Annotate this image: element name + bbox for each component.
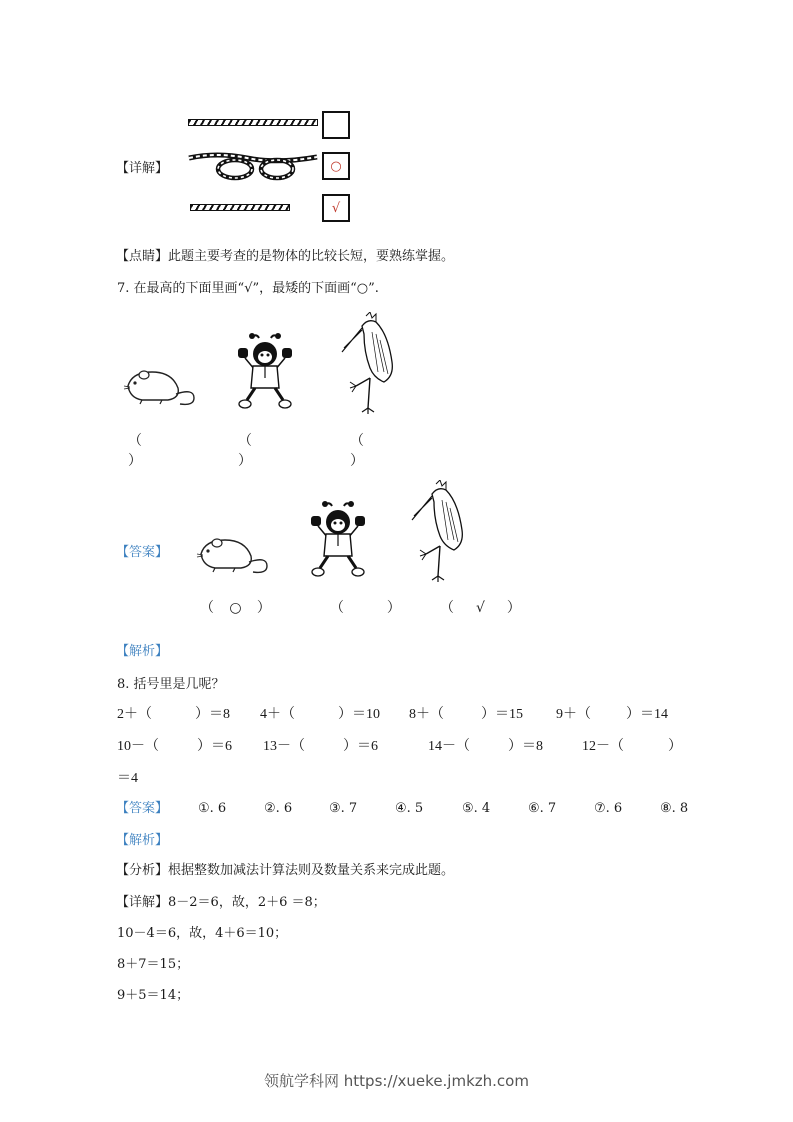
answer-4: ④. 5 [395, 801, 424, 816]
blank-paren-1[interactable] [128, 430, 188, 470]
detail-line-3: 8＋7＝15； [117, 957, 190, 972]
answer-paren-2 [330, 597, 410, 617]
analysis-label: 【分析】 [116, 863, 169, 878]
answer-box-2: ○ [322, 152, 350, 180]
paren-close: ） [256, 600, 271, 616]
answer-box-3: √ [322, 194, 350, 222]
answer-5: ⑤. 4 [462, 801, 491, 816]
detail-line-1 [116, 894, 326, 912]
blank-paren-2[interactable] [238, 430, 298, 470]
paren-open: （ [238, 433, 252, 449]
answer-paren-3 [440, 597, 530, 617]
equation-2[interactable]: 4＋（ ）＝10 [260, 707, 380, 722]
equation-row-3: ＝4 [117, 771, 138, 786]
analysis-label-q7: 【解析】 [116, 644, 169, 659]
question-text: 在最高的下面里画“√”，最矮的下面画“○”. [133, 281, 379, 296]
question-8 [117, 676, 225, 694]
tip-label: 【点睛】 [116, 249, 169, 264]
paren-close: ） [350, 453, 364, 469]
answer-6: ⑥. 7 [528, 801, 557, 816]
answer-box-1 [322, 111, 350, 139]
rope-short [190, 204, 290, 211]
answer-paren-1 [200, 597, 280, 617]
equation-4[interactable]: 9＋（ ）＝14 [556, 707, 668, 722]
equation-3[interactable]: 8＋（ ）＝15 [409, 707, 523, 722]
detail-label: 【详解】 [116, 161, 169, 176]
detail-label-q8: 【详解】 [116, 895, 169, 910]
answer-3: ③. 7 [329, 801, 358, 816]
paren-open: （ [200, 600, 214, 616]
detail-text: 8－2＝6，故，2＋6 ＝8； [168, 895, 326, 910]
circle-mark: ○ [229, 600, 242, 616]
mouse-image-answer [195, 530, 271, 576]
tip-line [116, 248, 454, 266]
answer-8: ⑧. 8 [660, 801, 689, 816]
blank-paren-3[interactable] [350, 430, 410, 470]
equation-7[interactable]: 14－（ ）＝8 [428, 739, 543, 754]
answer-label-q8: 【答案】 [116, 801, 169, 816]
paren-open: （ [440, 600, 454, 616]
ladybug-kid-image [235, 332, 295, 412]
paren-open: （ [350, 433, 364, 449]
answer-1: ①. 6 [198, 801, 227, 816]
mouse-image [122, 362, 198, 408]
heron-image [340, 312, 398, 416]
paren-close: ） [506, 600, 521, 616]
footer-watermark: 领航学科网 https://xueke.jmkzh.com [264, 1072, 529, 1090]
question-number: 8. [117, 677, 130, 692]
answer-7: ⑦. 6 [594, 801, 623, 816]
detail-line-4: 9＋5＝14； [117, 988, 190, 1003]
paren-close: ） [128, 453, 142, 469]
paren-close: ） [238, 453, 252, 469]
rope-long [188, 119, 318, 126]
detail-line-2: 10－4＝6，故，4＋6＝10； [117, 926, 288, 941]
analysis-text: 根据整数加减法计算法则及数量关系来完成此题。 [168, 863, 455, 878]
paren-open: （ [330, 600, 344, 616]
question-number: 7. [117, 281, 130, 296]
equation-8[interactable]: 12－（ ） [582, 739, 682, 754]
ladybug-kid-image-answer [308, 500, 368, 580]
answers-q8 [116, 800, 689, 818]
rope-looped [187, 150, 319, 182]
equation-6[interactable]: 13－（ ）＝6 [263, 739, 378, 754]
check-mark: √ [475, 600, 485, 616]
tip-text: 此题主要考查的是物体的比较长短，要熟练掌握。 [168, 249, 455, 264]
analysis-label-q8: 【解析】 [116, 833, 169, 848]
equation-5[interactable]: 10－（ ）＝6 [117, 739, 232, 754]
answer-label-q7: 【答案】 [116, 545, 169, 560]
equation-1[interactable]: 2＋（ ）＝8 [117, 707, 230, 722]
paren-close: ） [386, 600, 401, 616]
paren-open: （ [128, 433, 142, 449]
answer-2: ②. 6 [264, 801, 293, 816]
question-text: 括号里是几呢？ [133, 677, 225, 692]
question-7 [117, 280, 379, 298]
heron-image-answer [410, 480, 468, 584]
analysis-line [116, 862, 454, 880]
